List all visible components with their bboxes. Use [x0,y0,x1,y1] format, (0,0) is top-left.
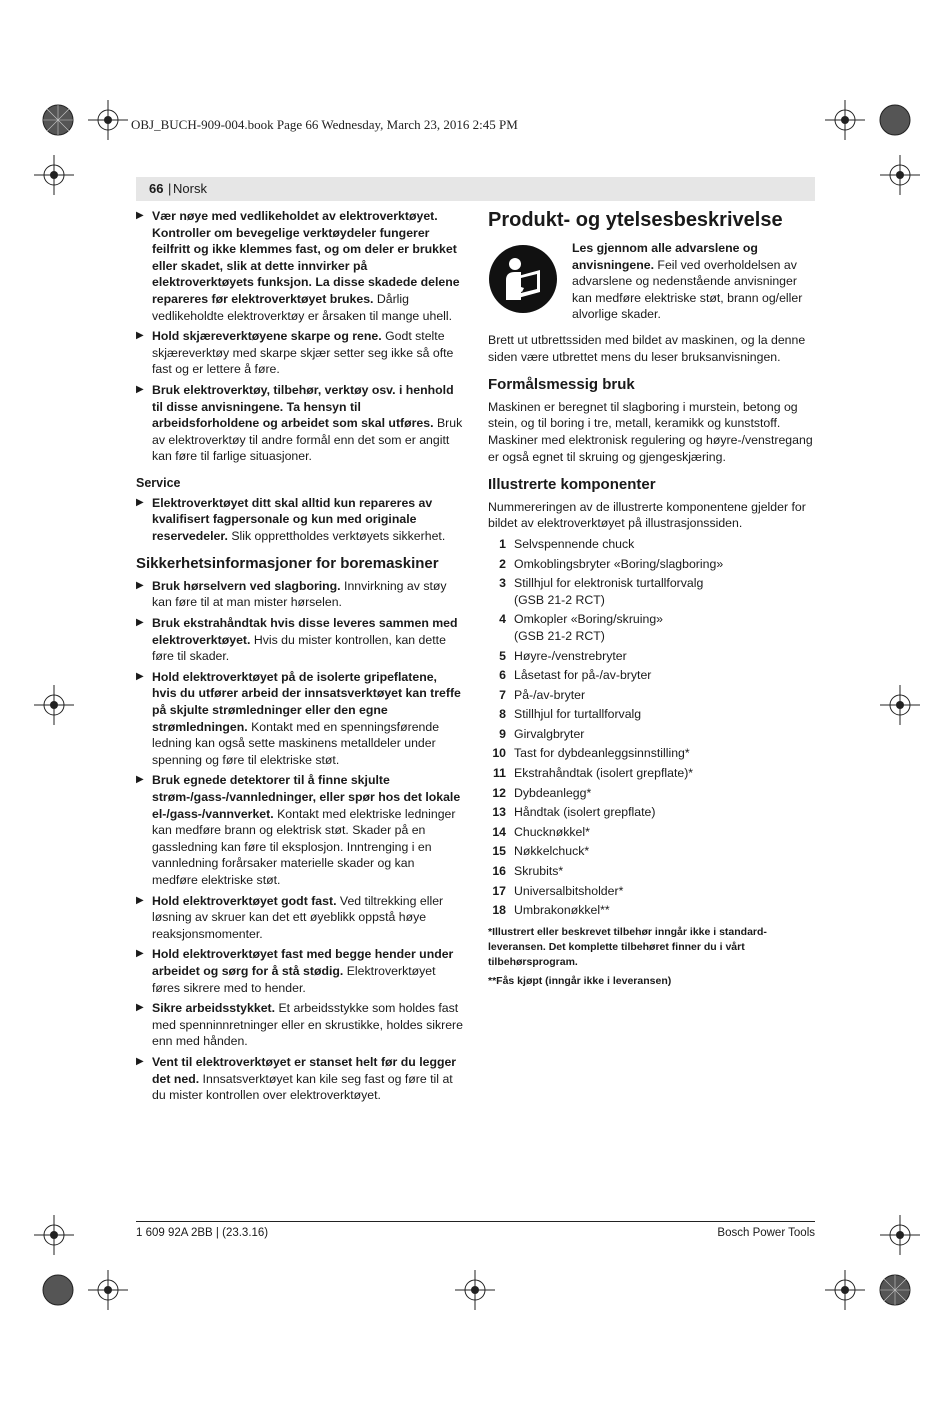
crosshair-mark-bottom-2 [825,1270,865,1310]
drill-safety-bullet: ▶ Bruk hørselvern ved slagboring. Innvirkning av støy kan føre til at man mister hørselen. [136,578,447,610]
header-language: Norsk [173,181,207,196]
drill-safety-bullet: ▶ Bruk ekstrahåndtak hvis disse leveres sammen med elektroverktøyet. Hvis du mister kontrollen, kan dette føre til skader. [136,616,458,664]
list-item: 8 Stillhjul for turtallforvalg [499,707,642,722]
left-column [136,208,463,1108]
registration-mark-top-left [38,100,78,140]
list-item: 4 Omkopler «Boring/skruing» (GSB 21-2 RCT) [499,612,663,643]
bullet-arrow-icon: ▶ [136,617,144,629]
crosshair-mark-right-middle [880,685,920,725]
crosshair-mark-top-1 [88,100,128,140]
list-item: 16 Skrubits* [492,864,564,879]
intended-use-heading: Formålsmessig bruk [488,376,635,394]
unfold-instruction: Brett ut utbrettssiden med bildet av maskinen, og la denne siden være utbrettet mens du leser bruksanvisningen. [488,333,806,364]
safety-bullet: ▶ Bruk elektroverktøy, tilbehør, verktøy osv. i henhold til disse anvisningene. Ta hensyn til arbeidsforholdene og arbeidet som skal utføres. Bruk av elektroverktøy til andre formål enn det som er angitt kan føre til farlige situasjoner. [136,382,463,464]
registration-mark-bottom-right [875,1270,915,1310]
bullet-arrow-icon: ▶ [136,1002,144,1014]
right-column [488,208,816,989]
list-item: 14 Chucknøkkel* [492,824,590,839]
list-item: 11 Ekstrahåndtak (isolert grepflate)* [493,766,694,781]
list-item: 7 På-/av-bryter [499,687,586,702]
drill-safety-bullet: ▶ Bruk egnede detektorer til å finne skjulte strøm-/gass-/vannledninger, eller spør hos det lokale el-/gass-/vannverket. Kontakt med elektriske ledninger kan medføre brann og elektrisk støt. Skader på en gassledning kan føre til eksplosjon. Inntrenging i en vannledning forårsaker materielle skader og kan medføre elektriske støt. [136,773,461,887]
header-separator: | [168,181,172,196]
drill-safety-bullet: ▶ Hold elektroverktøyet fast med begge hender under arbeidet og sørg for å stå stødig. Elektroverktøyet føres sikrere med to hender. [136,947,454,995]
footnote-accessories: *Illustrert eller beskrevet tilbehør inngår ikke i standard-leveransen. Det komplette tilbehøret finner du i vårt tilbehørsprogram. [488,925,767,968]
list-item: 17 Universalbitsholder* [492,883,624,898]
list-item: 2 Omkoblingsbryter «Boring/slagboring» [499,556,724,571]
registration-mark-bottom-left [38,1270,78,1310]
list-item: 13 Håndtak (isolert grepflate) [492,805,656,820]
safety-bullet: ▶ Vær nøye med vedlikeholdet av elektroverktøyet. Kontroller om bevegelige verktøydeler fungerer feilfritt og ikke klemmes fast, og om deler er brukket eller skadet, slik at dette innvirker på elektroverktøyets funksjon. La disse skadede delene repareres før elektroverktøyet brukes. Dårlig vedlikeholdte elektroverktøy er årsaken til mange uhell. [136,209,460,323]
list-item: 12 Dybdeanlegg* [492,785,592,800]
crosshair-mark-left-bottom [34,1215,74,1255]
safety-bullet: ▶ Hold skjæreverktøyene skarpe og rene. Godt stelte skjæreverktøy med skarpe skjær setter seg ikke så ofte fast og er lettere å føre. [136,329,454,377]
page-header-bar [136,177,815,201]
service-heading: Service [136,475,181,490]
bullet-arrow-icon: ▶ [136,330,144,342]
drill-safety-bullet: ▶ Vent til elektroverktøyet er stanset helt før du legger det ned. Innsatsverktøyet kan kile seg fast og føre til at du mister kontrollen over elektroverktøyet. [136,1054,457,1103]
components-heading: Illustrerte komponenter [488,476,656,494]
components-intro: Nummereringen av de illustrerte komponentene gjelder for bildet av elektroverktøyet på illustrasjonssiden. [488,499,806,531]
crosshair-mark-right-bottom [880,1215,920,1255]
bullet-arrow-icon: ▶ [136,383,144,395]
bullet-arrow-icon: ▶ [136,1055,144,1067]
list-item: 10 Tast for dybdeanleggsinnstilling* [492,746,690,761]
product-description-title: Produkt- og ytelsesbeskrivelse [488,209,783,231]
list-item: 18 Umbrakonøkkel** [492,903,610,918]
bullet-arrow-icon: ▶ [136,894,144,906]
footer-divider [136,1221,815,1222]
list-item: 3 Stillhjul for elektronisk turtallforvalg (GSB 21-2 RCT) [499,576,704,607]
list-item: 6 Låsetast for på-/av-bryter [499,668,652,683]
crosshair-mark-left-middle [34,685,74,725]
bullet-arrow-icon: ▶ [136,948,144,960]
list-item: 5 Høyre-/venstrebryter [499,648,627,663]
bullet-arrow-icon: ▶ [136,774,144,786]
intended-use-text: Maskinen er beregnet til slagboring i murstein, betong og stein, og til boring i tre, metall, keramikk og kunststoff. Maskiner med elektronisk regulering og høyre-/venstregang er også egnet til skruing og gjengeskjæring. [488,399,813,464]
list-item: 9 Girvalgbryter [499,726,585,741]
footnote-purchase: **Fås kjøpt (inngår ikke i leveransen) [488,974,672,987]
crosshair-mark-bottom-1 [88,1270,128,1310]
read-manual-icon [488,244,558,319]
service-bullet: ▶ Elektroverktøyet ditt skal alltid kun repareres av kvalifisert fagpersonale og kun med originale reservedeler. Slik opprettholdes verktøyets sikkerhet. [136,495,446,543]
print-info-line: OBJ_BUCH-909-004.book Page 66 Wednesday, March 23, 2016 2:45 PM [131,117,518,132]
bullet-arrow-icon: ▶ [136,670,144,682]
crosshair-mark-left-top [34,155,74,195]
read-instructions-warning: Les gjennom alle advarslene og anvisningene. Feil ved overholdelsen av advarslene og nedenstående anvisninger kan medføre elektriske støt, brann og/eller alvorlige skader. [488,240,816,326]
drill-safety-bullet: ▶ Sikre arbeidsstykket. Et arbeidsstykke som holdes fast med spenninnretninger eller en skrustikke, holdes sikrere enn med hånden. [136,1001,463,1049]
components-list [488,536,816,919]
bullet-arrow-icon: ▶ [136,579,144,591]
registration-mark-top-right [875,100,915,140]
footer-doc-number: 1 609 92A 2BB | (23.3.16) [136,1227,269,1239]
list-item: 15 Nøkkelchuck* [492,844,590,859]
drill-safety-heading: Sikkerhetsinformasjoner for boremaskiner [136,555,439,573]
footer-brand: Bosch Power Tools [717,1227,815,1239]
bullet-arrow-icon: ▶ [136,210,144,221]
crosshair-mark-right-top [880,155,920,195]
bullet-arrow-icon: ▶ [136,496,144,508]
drill-safety-bullet: ▶ Hold elektroverktøyet godt fast. Ved tiltrekking eller løsning av skruer kan det ett øyeblikk oppstå høye reaksjonsmomenter. [136,893,444,941]
list-item: 1 Selvspennende chuck [499,536,635,551]
crosshair-mark-bottom-center [455,1270,495,1310]
drill-safety-bullet: ▶ Hold elektroverktøyet på de isolerte gripeflatene, hvis du utfører arbeid der innsatsverktøyet kan treffe på skjulte strømledninger eller den egne strømledningen. Kontakt med en spenningsførende ledning kan også sette maskinens metalldeler under spenning og føre til elektriske støt. [136,669,461,767]
page-number: 66 [149,181,164,196]
crosshair-mark-top-2 [825,100,865,140]
